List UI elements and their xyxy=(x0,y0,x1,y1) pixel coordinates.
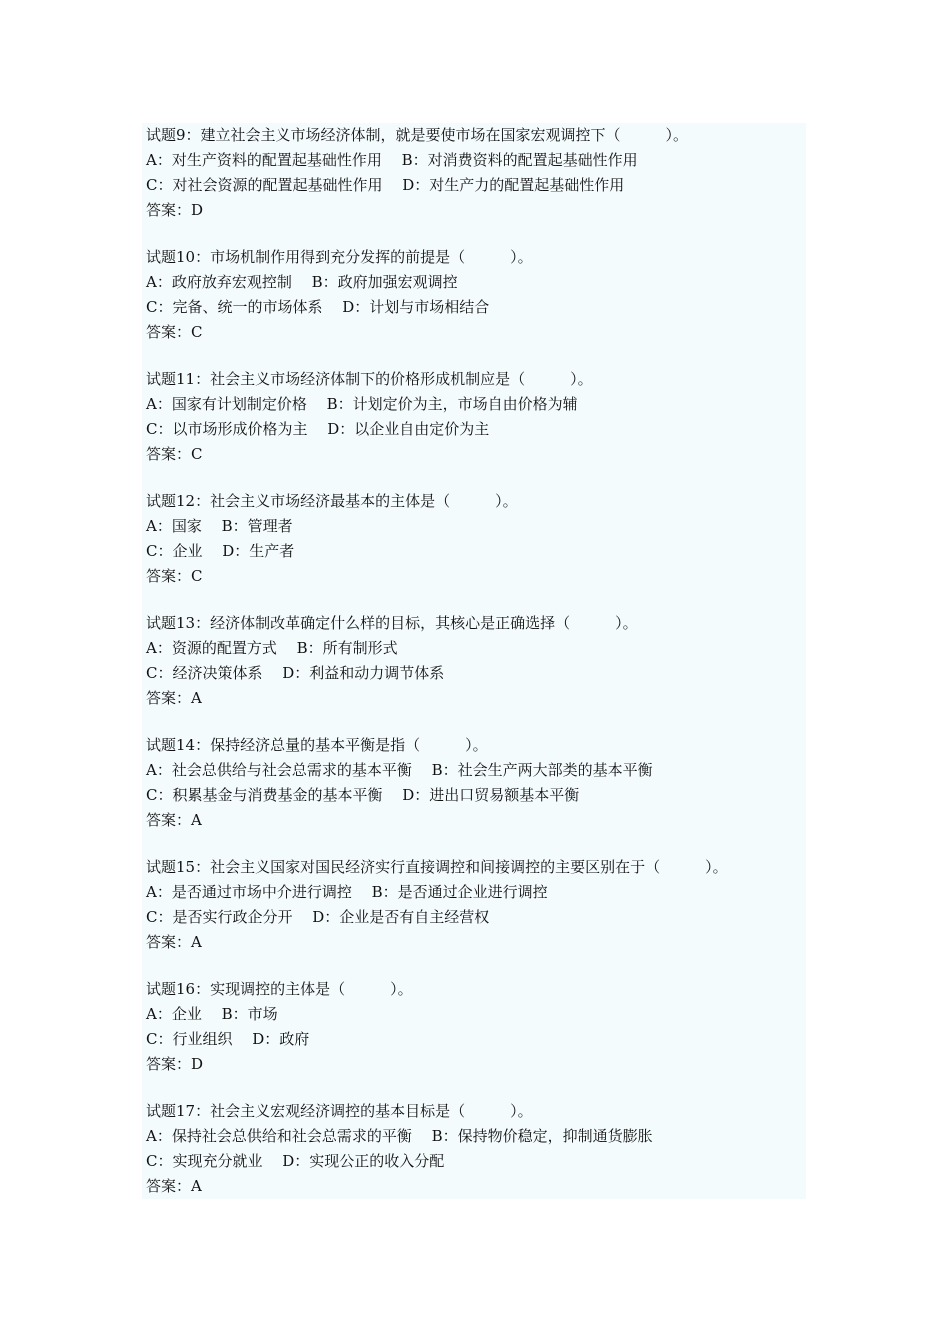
question-stem: 试题14：保持经济总量的基本平衡是指（ ）。 xyxy=(146,736,488,754)
question-item xyxy=(146,733,806,833)
answer-text: 答案：C xyxy=(146,567,203,585)
question-stem: 试题10：市场机制作用得到充分发挥的前提是（ ）。 xyxy=(146,248,533,266)
question-stem: 试题12：社会主义市场经济最基本的主体是（ ）。 xyxy=(146,492,518,510)
question-item xyxy=(146,489,806,589)
question-list xyxy=(142,123,806,1199)
answer-text: 答案：C xyxy=(146,445,203,463)
options-line: A：国家 B：管理者 xyxy=(146,517,293,535)
options-line: C：经济决策体系 D：利益和动力调节体系 xyxy=(146,664,445,682)
answer-text: 答案：A xyxy=(146,933,202,951)
options-line: A：企业 B：市场 xyxy=(146,1005,278,1023)
options-line: C：对社会资源的配置起基础性作用 D：对生产力的配置起基础性作用 xyxy=(146,176,625,194)
options-line: C：完备、统一的市场体系 D：计划与市场相结合 xyxy=(146,298,490,316)
options-line: C：企业 D：生产者 xyxy=(146,542,295,560)
question-item xyxy=(146,1099,806,1199)
answer-text: 答案：A xyxy=(146,689,202,707)
question-stem: 试题9：建立社会主义市场经济体制，就是要使市场在国家宏观调控下（ ）。 xyxy=(146,126,689,144)
options-line: A：政府放弃宏观控制 B：政府加强宏观调控 xyxy=(146,273,458,291)
options-line: A：社会总供给与社会总需求的基本平衡 B：社会生产两大部类的基本平衡 xyxy=(146,761,653,779)
question-item xyxy=(146,977,806,1077)
options-line: C：实现充分就业 D：实现公正的收入分配 xyxy=(146,1152,445,1170)
question-item xyxy=(146,367,806,467)
answer-text: 答案：A xyxy=(146,811,202,829)
question-stem: 试题11：社会主义市场经济体制下的价格形成机制应是（ ）。 xyxy=(146,370,593,388)
options-line: A：保持社会总供给和社会总需求的平衡 B：保持物价稳定，抑制通货膨胀 xyxy=(146,1127,653,1145)
question-stem: 试题16：实现调控的主体是（ ）。 xyxy=(146,980,413,998)
options-line: C：以市场形成价格为主 D：以企业自由定价为主 xyxy=(146,420,490,438)
question-stem: 试题17：社会主义宏观经济调控的基本目标是（ ）。 xyxy=(146,1102,533,1120)
answer-text: 答案：C xyxy=(146,323,203,341)
answer-text: 答案：A xyxy=(146,1177,202,1195)
options-line: C：行业组织 D：政府 xyxy=(146,1030,310,1048)
options-line: C：是否实行政企分开 D：企业是否有自主经营权 xyxy=(146,908,490,926)
question-item xyxy=(146,855,806,955)
question-stem: 试题13：经济体制改革确定什么样的目标，其核心是正确选择（ ）。 xyxy=(146,614,638,632)
options-line: A：对生产资料的配置起基础性作用 B：对消费资料的配置起基础性作用 xyxy=(146,151,638,169)
question-item xyxy=(146,123,806,223)
options-line: A：国家有计划制定价格 B：计划定价为主，市场自由价格为辅 xyxy=(146,395,578,413)
answer-text: 答案：D xyxy=(146,1055,204,1073)
options-line: C：积累基金与消费基金的基本平衡 D：进出口贸易额基本平衡 xyxy=(146,786,580,804)
question-item xyxy=(146,245,806,345)
answer-text: 答案：D xyxy=(146,201,204,219)
question-stem: 试题15：社会主义国家对国民经济实行直接调控和间接调控的主要区别在于（ ）。 xyxy=(146,858,728,876)
options-line: A：资源的配置方式 B：所有制形式 xyxy=(146,639,398,657)
question-item xyxy=(146,611,806,711)
options-line: A：是否通过市场中介进行调控 B：是否通过企业进行调控 xyxy=(146,883,548,901)
